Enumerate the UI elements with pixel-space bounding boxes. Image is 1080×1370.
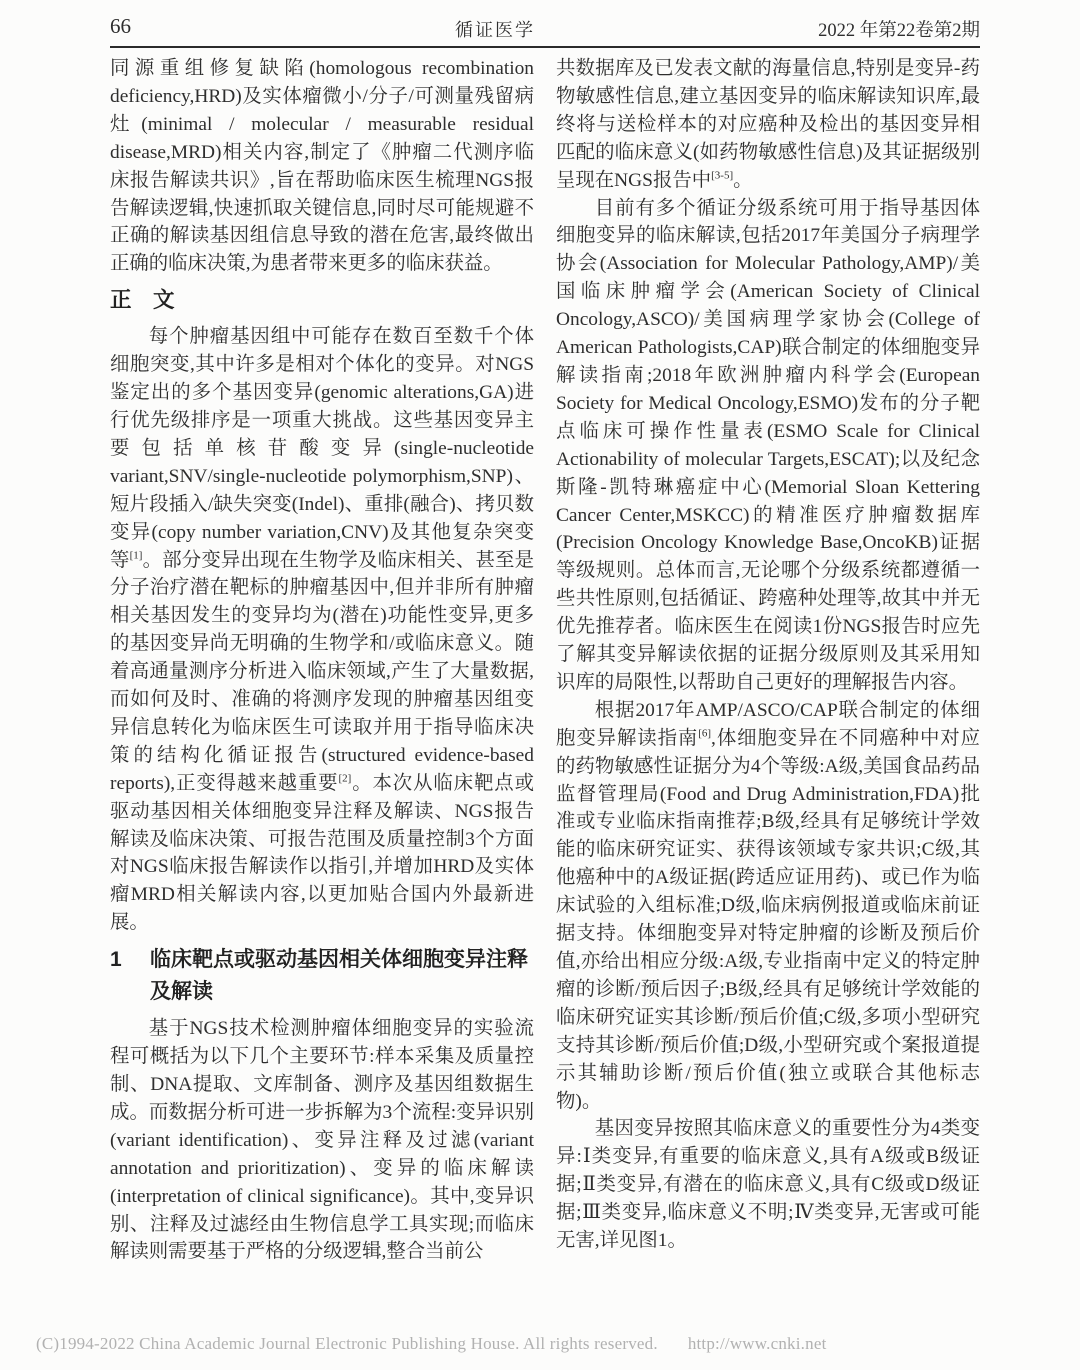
section-1-heading — [110, 944, 534, 1008]
right-column — [556, 55, 980, 1266]
citation-ref: [6] — [698, 727, 712, 740]
paragraph-text: 每个肿瘤基因组中可能存在数百至数千个体细胞突变,其中许多是相对个体化的变异。对NGS鉴定出的多个基因变异(genomic alterations,GA)进行优先级排序是一项重大挑战。这些基因变异主要包括单核苷酸变异(single-nucleotide variant,SNV/single-nucleotide polymorphism,SNP)、短片段插入/缺失突变(Indel)、重排(融合)、拷贝数变异(copy number variation,CNV)及其他复杂突变等 — [110, 326, 534, 571]
paragraph-text: 共数据库及已发表文献的海量信息,特别是变异-药物敏感性信息,建立基因变异的临床解读知识库,最终将与送检样本的对应癌种及检出的基因变异相匹配的临床意义(如药物敏感性信息)及其证据级别呈现在NGS报告中 — [556, 58, 980, 191]
paragraph — [110, 323, 534, 937]
citation-ref: [1] — [129, 549, 143, 562]
paragraph: 基于NGS技术检测肿瘤体细胞变异的实验流程可概括为以下几个主要环节:样本采集及质量控制、DNA提取、文库制备、测序及基因组数据生成。而数据分析可进一步拆解为3个流程:变异识别(variant identification)、变异注释及过滤(variant annotation and prioritization)、变异的临床解读(interpretation of clinical significance)。其中,变异识别、注释及过滤经由生物信息学工具实现;而临床解读则需要基于严格的分级逻辑,整合当前公 — [110, 1018, 534, 1263]
paragraph-text: 根据2017年AMP/ASCO/CAP联合制定的体细胞变异解读指南 — [556, 699, 980, 749]
paragraph-text: 。 — [733, 169, 753, 191]
section-number: 1 — [110, 948, 122, 972]
citation-ref: [2] — [338, 772, 352, 785]
page-header — [110, 14, 980, 42]
paragraph-continued — [556, 55, 980, 195]
journal-title: 循证医学 — [455, 20, 535, 40]
paragraph-continued: 同源重组修复缺陷(homologous recombination deficiency,HRD)及实体瘤微小/分子/可测量残留病灶(minimal / molecular / measurable residual disease,MRD)相关内容,制定了《肿瘤二代测序临床报告解读共识》,旨在帮助临床医生梳理NGS报告解读逻辑,快速抓取关键信息,同时尽可能规避不正确的解读基因组信息导致的潜在危害,最终做出正确的临床决策,为患者带来更多的临床获益。 — [110, 58, 534, 275]
citation-ref: [3-5] — [711, 169, 734, 182]
paragraph — [556, 697, 980, 1116]
paragraph: 基因变异按照其临床意义的重要性分为4类变异:Ⅰ类变异,有重要的临床意义,具有A级或B级证据;Ⅱ类变异,有潜在的临床意义,具有C级或D级证据;Ⅲ类变异,临床意义不明;Ⅳ类变异,无害或可能无害,详见图1。 — [556, 1118, 980, 1252]
paragraph-text: 。部分变异出现在生物学及临床相关、甚至是分子治疗潜在靶标的肿瘤基因中,但并非所有肿瘤相关基因发生的变异均为(潜在)功能性变异,更多的基因变异尚无明确的生物学和/或临床意义。随着高通量测序分析进入临床领域,产生了大量数据,而如何及时、准确的将测序发现的肿瘤基因组变异信息转化为临床医生可读取并用于指导临床决策的结构化循证报告(structured evidence-based reports),正变得越来越重要 — [110, 549, 535, 794]
left-column — [110, 55, 534, 1266]
article-body — [110, 55, 980, 1266]
header-divider — [110, 46, 980, 48]
cnki-url: http://www.cnki.net — [687, 1334, 827, 1353]
paragraph: 目前有多个循证分级系统可用于指导基因体细胞变异的临床解读,包括2017年美国分子病理学协会(Association for Molecular Pathology,AMP)/美国临床肿瘤学会(American Society of Clinical Oncology,ASCO)/美国病理学家协会(College of American Pathologists,CAP)联合制定的体细胞变异解读指南;2018年欧洲肿瘤内科学会(European Society for Medical Oncology,ESMO)发布的分子靶点临床可操作性量表(ESMO Scale for Clinical Actionability of molecular Targets,ESCAT);以及纪念斯隆-凯特琳癌症中心(Memorial Sloan Kettering Cancer Center,MSKCC)的精准医疗肿瘤数据库(Precision Oncology Knowledge Base,OncoKB)证据等级规则。总体而言,无论哪个分级系统都遵循一些共性原则,包括循证、跨癌种处理等,故其中并无优先推荐者。临床医生在阅读1份NGS报告时应先了解其变异解读依据的证据分级原则及其采用知识库的局限性,以帮助自己更好的理解报告内容。 — [556, 197, 980, 693]
section-title: 临床靶点或驱动基因相关体细胞变异注释及解读 — [150, 948, 528, 1004]
paragraph-text: 。本次从临床靶点或驱动基因相关体细胞变异注释及解读、NGS报告解读及临床决策、可报告范围及质量控制3个方面对NGS临床报告解读作以指引,并增加HRD及实体瘤MRD相关解读内容,以更加贴合国内外最新进展。 — [110, 772, 534, 934]
scan-footer — [36, 1334, 827, 1354]
page-number: 66 — [110, 14, 131, 38]
paragraph-text: ,体细胞变异在不同癌种中对应的药物敏感性证据分为4个等级:A级,美国食品药品监督管理局(Food and Drug Administration,FDA)批准或专业临床指南推荐;B级,经具有足够统计学效能的临床研究证实、获得该领域专家共识;C级,其他癌种中的A级证据(跨适应证用药)、或已作为临床试验的入组标准;D级,临床病例报道或临床前证据支持。体细胞变异对特定肿瘤的诊断及预后价值,亦给出相应分级:A级,专业指南中定义的特定肿瘤的诊断/预后因子;B级,经具有足够统计学效能的临床研究证实其诊断/预后价值;C级,多项小型研究支持其诊断/预后价值;D级,小型研究或个案报道提示其辅助诊断/预后价值(独立或联合其他标志物)。 — [556, 727, 980, 1112]
copyright-text: (C)1994-2022 China Academic Journal Electronic Publishing House. All rights reserved. — [36, 1334, 658, 1353]
issue-info: 2022 年第22卷第2期 — [818, 21, 980, 41]
main-text-heading: 正 文 — [110, 288, 175, 313]
